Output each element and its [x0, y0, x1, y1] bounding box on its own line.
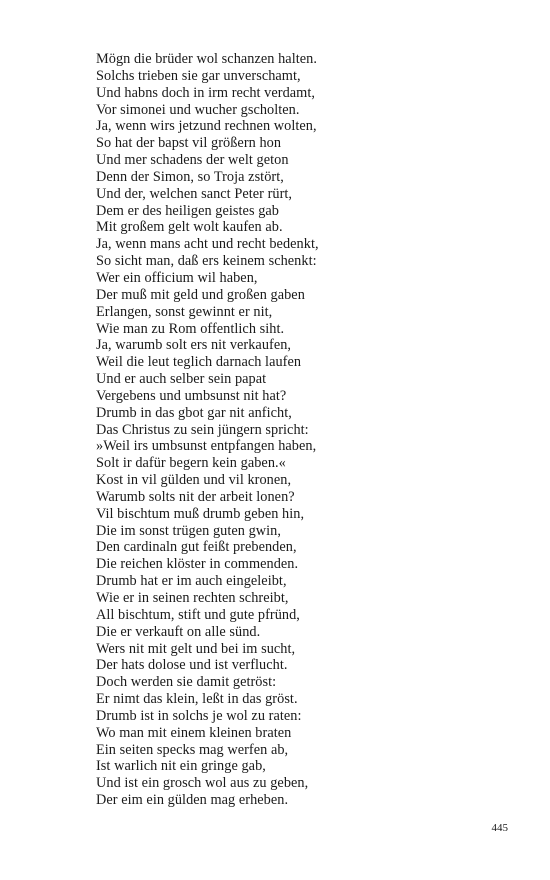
poem-line: Vil bischtum muß drumb geben hin,: [96, 505, 305, 522]
poem-line: Vor simonei und wucher gscholten.: [96, 101, 300, 118]
poem-line: Mögn die brüder wol schanzen halten.: [96, 51, 317, 67]
poem-line: Und er auch selber sein papat: [96, 371, 267, 388]
poem-line: Den cardinaln gut feißt prebenden,: [96, 539, 297, 556]
poem-line: Er nimt das klein, leßt in das gröst.: [96, 691, 298, 708]
poem-line: Und habns doch in irm recht verdamt,: [96, 84, 315, 101]
poem-line: Kost in vil gülden und vil kronen,: [96, 472, 292, 489]
poem-line: Ja, warumb solt ers nit verkaufen,: [96, 337, 292, 354]
poem-line: Ist warlich nit ein gringe gab,: [96, 758, 266, 775]
poem-line: Solt ir dafür begern kein gaben.«: [96, 455, 286, 472]
poem-line: Weil die leut teglich darnach laufen: [96, 354, 302, 371]
poem-line: All bischtum, stift und gute pfründ,: [96, 606, 300, 623]
poem-line: Die reichen klöster in commenden.: [96, 556, 299, 573]
poem-line: Und mer schadens der welt geton: [96, 152, 289, 169]
poem-line: Wer ein officium wil haben,: [96, 269, 258, 286]
poem-line: Drumb ist in solchs je wol zu raten:: [96, 707, 302, 724]
poem-line: Wers nit mit gelt und bei im sucht,: [96, 640, 296, 657]
poem-line: Vergebens und umbsunst nit hat?: [96, 387, 287, 404]
poem-line: Die er verkauft on alle sünd.: [96, 623, 261, 640]
poem-line: Ein seiten specks mag werfen ab,: [96, 741, 289, 758]
poem-line: Der eim ein gülden mag erheben.: [96, 792, 289, 809]
poem-line: Wie man zu Rom offentlich siht.: [96, 320, 285, 337]
poem-line: Und der, welchen sanct Peter rürt,: [96, 185, 293, 202]
poem-line: Drumb hat er im auch eingeleibt,: [96, 573, 287, 590]
poem-line: Denn der Simon, so Troja zstört,: [96, 168, 284, 185]
poem-line: Dem er des heiligen geistes gab: [96, 202, 279, 219]
poem-line: So hat der bapst vil größern hon: [96, 135, 282, 152]
poem-line: Die im sonst trügen guten gwin,: [96, 522, 282, 539]
poem-line: Der hats dolose und ist verflucht.: [96, 657, 288, 674]
poem-line: Mit großem gelt wolt kaufen ab.: [96, 219, 283, 236]
poem-line: Drumb in das gbot gar nit anficht,: [96, 404, 292, 421]
poem-line: Doch werden sie damit getröst:: [96, 674, 277, 691]
poem-line: Wie er in seinen rechten schreibt,: [96, 590, 289, 606]
poem-line: Warumb solts nit der arbeit lonen?: [96, 488, 295, 505]
poem-line: Das Christus zu sein jüngern spricht:: [96, 421, 309, 438]
poem-text: [96, 51, 516, 809]
poem-line: Und ist ein grosch wol aus zu geben,: [96, 775, 309, 792]
poem-line: »Weil irs umbsunst entpfangen haben,: [96, 438, 317, 455]
page-number: 445: [491, 822, 508, 834]
poem-line: Der muß mit geld und großen gaben: [96, 286, 305, 303]
poem-line: Solchs trieben sie gar unverschamt,: [96, 67, 301, 84]
poem-line: Erlangen, sonst gewinnt er nit,: [96, 303, 273, 320]
poem-line: So sicht man, daß ers keinem schenkt:: [96, 253, 317, 270]
poem-line: Wo man mit einem kleinen braten: [96, 724, 292, 741]
poem-line: Ja, wenn wirs jetzund rechnen wolten,: [96, 118, 317, 135]
poem-line: Ja, wenn mans acht und recht bedenkt,: [96, 236, 319, 253]
